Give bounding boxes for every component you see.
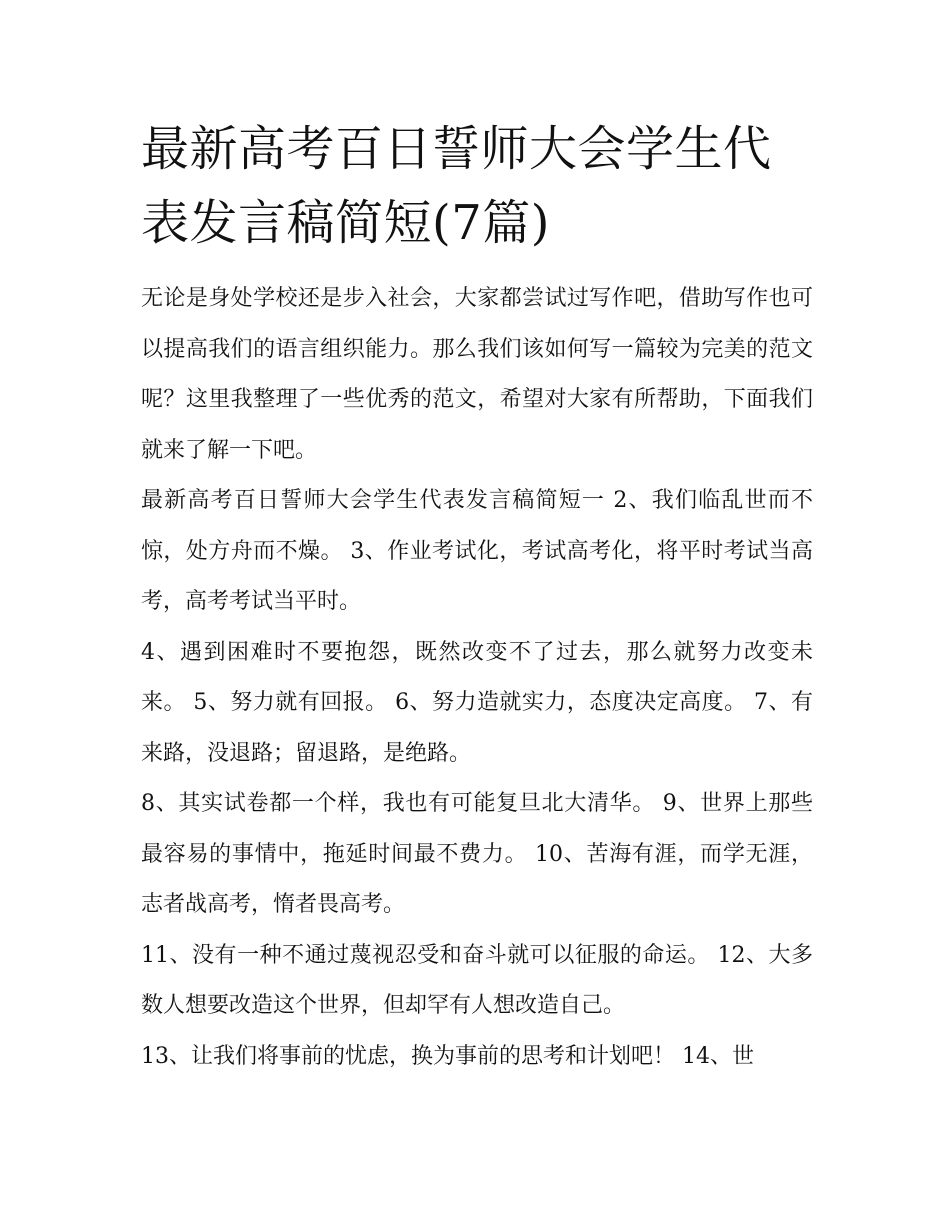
paragraph-item: 8、其实试卷都一个样，我也有可能复旦北大清华。 9、世界上那些最容易的事情中，拖延时间最不费力。 10、苦海有涯，而学无涯，志者战高考，惰者畏高考。 [141, 791, 813, 917]
paragraph-item: 13、让我们将事前的忧虑，换为事前的思考和计划吧！ 14、世 [141, 1043, 754, 1069]
paragraph-intro: 无论是身处学校还是步入社会，大家都尝试过写作吧，借助写作也可以提高我们的语言组织能力。那么我们该如何写一篇较为完美的范文呢？这里我整理了一些优秀的范文，希望对大家有所帮助，下面我们就来了解一下吧。 [141, 286, 813, 463]
document-title: 最新高考百日誓师大会学生代表发言稿简短(7篇) [141, 121, 772, 251]
document-body [141, 112, 813, 1082]
paragraph-item: 11、没有一种不通过蔑视忍受和奋斗就可以征服的命运。 12、大多数人想要改造这个世界，但却罕有人想改造自己。 [141, 942, 813, 1018]
paragraph-item: 最新高考百日誓师大会学生代表发言稿简短一 2、我们临乱世而不惊，处方舟而不燥。 3、作业考试化，考试高考化，将平时考试当高考，高考考试当平时。 [141, 488, 813, 614]
paragraph-item: 4、遇到困难时不要抱怨，既然改变不了过去，那么就努力改变未来。 5、努力就有回报。 6、努力造就实力，态度决定高度。 7、有来路，没退路；留退路，是绝路。 [141, 639, 813, 766]
